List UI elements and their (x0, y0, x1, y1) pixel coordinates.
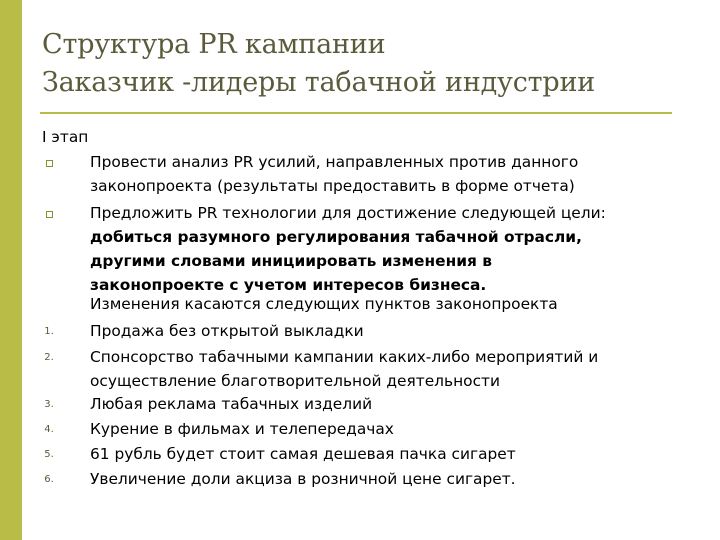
numbered-2-line-2: осуществление благотворительной деятельности (90, 372, 501, 390)
bullet-1-line-2: законопроекта (результаты предоставить в форме отчета) (90, 177, 575, 195)
title-divider (40, 112, 672, 114)
numbered-2-line-1: Спонсорство табачными кампании каких-либо мероприятий и (90, 348, 599, 366)
numbered-6-line-1: Увеличение доли акциза в розничной цене сигарет. (90, 470, 516, 488)
title-line-2: Заказчик -лидеры табачной индустрии (42, 67, 596, 98)
item-number: 2. (44, 352, 54, 363)
hollow-square-bullet-icon (42, 211, 56, 218)
stage-label: I этап (42, 128, 89, 146)
item-number: 4. (44, 424, 54, 435)
title-line-1: Структура PR кампании (42, 29, 386, 60)
numbered-1-line-1: Продажа без открытой выкладки (90, 322, 364, 340)
bullet-2-bold-2: другими словами инициировать изменения в (90, 252, 492, 270)
changes-intro: Изменения касаются следующих пунктов законопроекта (90, 295, 558, 313)
item-number: 1. (44, 326, 54, 337)
numbered-3-line-1: Любая реклама табачных изделий (90, 395, 373, 413)
bullet-1-line-1: Провести анализ PR усилий, направленных против данного (90, 153, 579, 171)
left-accent-bar (0, 0, 22, 540)
item-number: 5. (44, 449, 54, 460)
bullet-2-line-1: Предложить PR технологии для достижение следующей цели: (90, 204, 606, 222)
item-number: 3. (44, 399, 54, 410)
item-number: 6. (44, 474, 54, 485)
numbered-4-line-1: Курение в фильмах и телепередачах (90, 420, 394, 438)
hollow-square-bullet-icon (42, 160, 56, 167)
slide-title (42, 26, 682, 102)
bullet-2-bold-3: законопроекте с учетом интересов бизнеса. (90, 276, 487, 294)
numbered-5-line-1: 61 рубль будет стоит самая дешевая пачка сигарет (90, 445, 516, 463)
bullet-2-bold-1: добиться разумного регулирования табачной отрасли, (90, 228, 582, 246)
